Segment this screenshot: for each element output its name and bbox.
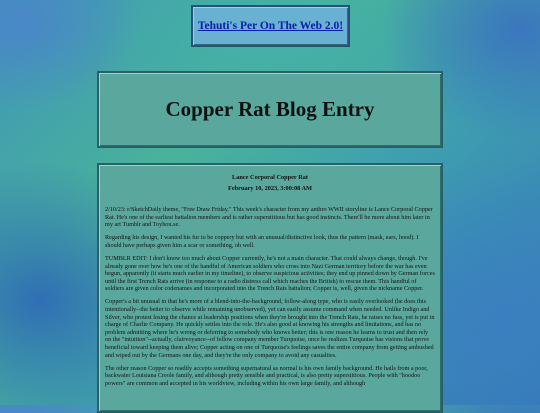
entry-date: February 10, 2023, 3:00:08 AM bbox=[228, 184, 312, 192]
blog-entry-panel bbox=[97, 163, 443, 413]
entry-paragraph: TUMBLR EDIT: I don't know too much about Copper currently, he's not a main character. That could always change, though. I've already gone over how he's one of the handful of American soldiers who cross into Nazi German territory before the war has even begun, apparently (it starts much earlier in my timeline), to observe suspicious activities; they end up pinned down by German forces until the first Trench Rats arrive (in response to a radio distress call which reaches the British) to rescue them. This handful of soldiers are given color codenames and incorporated into the Trench Rats battalion; Copper is, well, given the nickname Copper. bbox=[105, 254, 435, 293]
entry-paragraph: 2/10/23: r/SketchDaily theme, "Free Draw Friday." This week's character from my anthro WWII storyline is Lance Corporal Copper Rat. He's one of the earliest battalion members and is rather superstitious but has good instincts. There'll be more about him later in my art Tumblr and Toyhou.se. bbox=[105, 206, 433, 229]
entry-heading: Lance Corporal Copper Rat bbox=[232, 174, 308, 181]
site-banner bbox=[191, 5, 350, 47]
title-panel bbox=[97, 71, 443, 148]
page-title: Copper Rat Blog Entry bbox=[165, 97, 375, 121]
entry-paragraph: Regarding his design, I wanted his fur to be coppery but with an unusual/distinctive look, thus the pattern (mask, ears, hood). I should have perhaps given him a scar or something, oh well. bbox=[105, 234, 419, 249]
entry-paragraph: Copper's a bit unusual in that he's more of a blend-into-the-background, follow-along type, who is easily overlooked (he does this intentionally--the better to observe while remaining unobserved), yet can easily assume command when needed. Unlike Indigo and Silver, who protest losing the chance at leadership positions when they're brought into the Trench Rats, he raises no fuss, yet is put in charge of Charlie Company. He quickly settles into the role. He's also good at knowing his strengths and limitations, and has no problem admitting where he's wrong or deferring to somebody who knows better; this is one reason he learns to trust and then rely on the "intuition"--actually, clairvoyance--of fellow company member Turquoise, once he realizes Turquoise has visions that prove beneficial toward keeping them alive; Copper acting on one of Turquoise's feelings saves the entire company from getting ambushed and wiped out by the Germans one day, and they're the only company to avoid any casualties. bbox=[105, 298, 435, 359]
entry-paragraph: The other reason Copper so readily accepts something supernatural as normal is his own family background. He hails from a poor, backwater Louisiana Creole family, and although pretty sensible and practical, is also pretty superstitious. People with "hoodoo powers" are common and accepted in his worldview, including within his own large family, and although bbox=[105, 364, 428, 387]
site-home-link[interactable]: Tehuti's Per On The Web 2.0! bbox=[197, 20, 344, 32]
